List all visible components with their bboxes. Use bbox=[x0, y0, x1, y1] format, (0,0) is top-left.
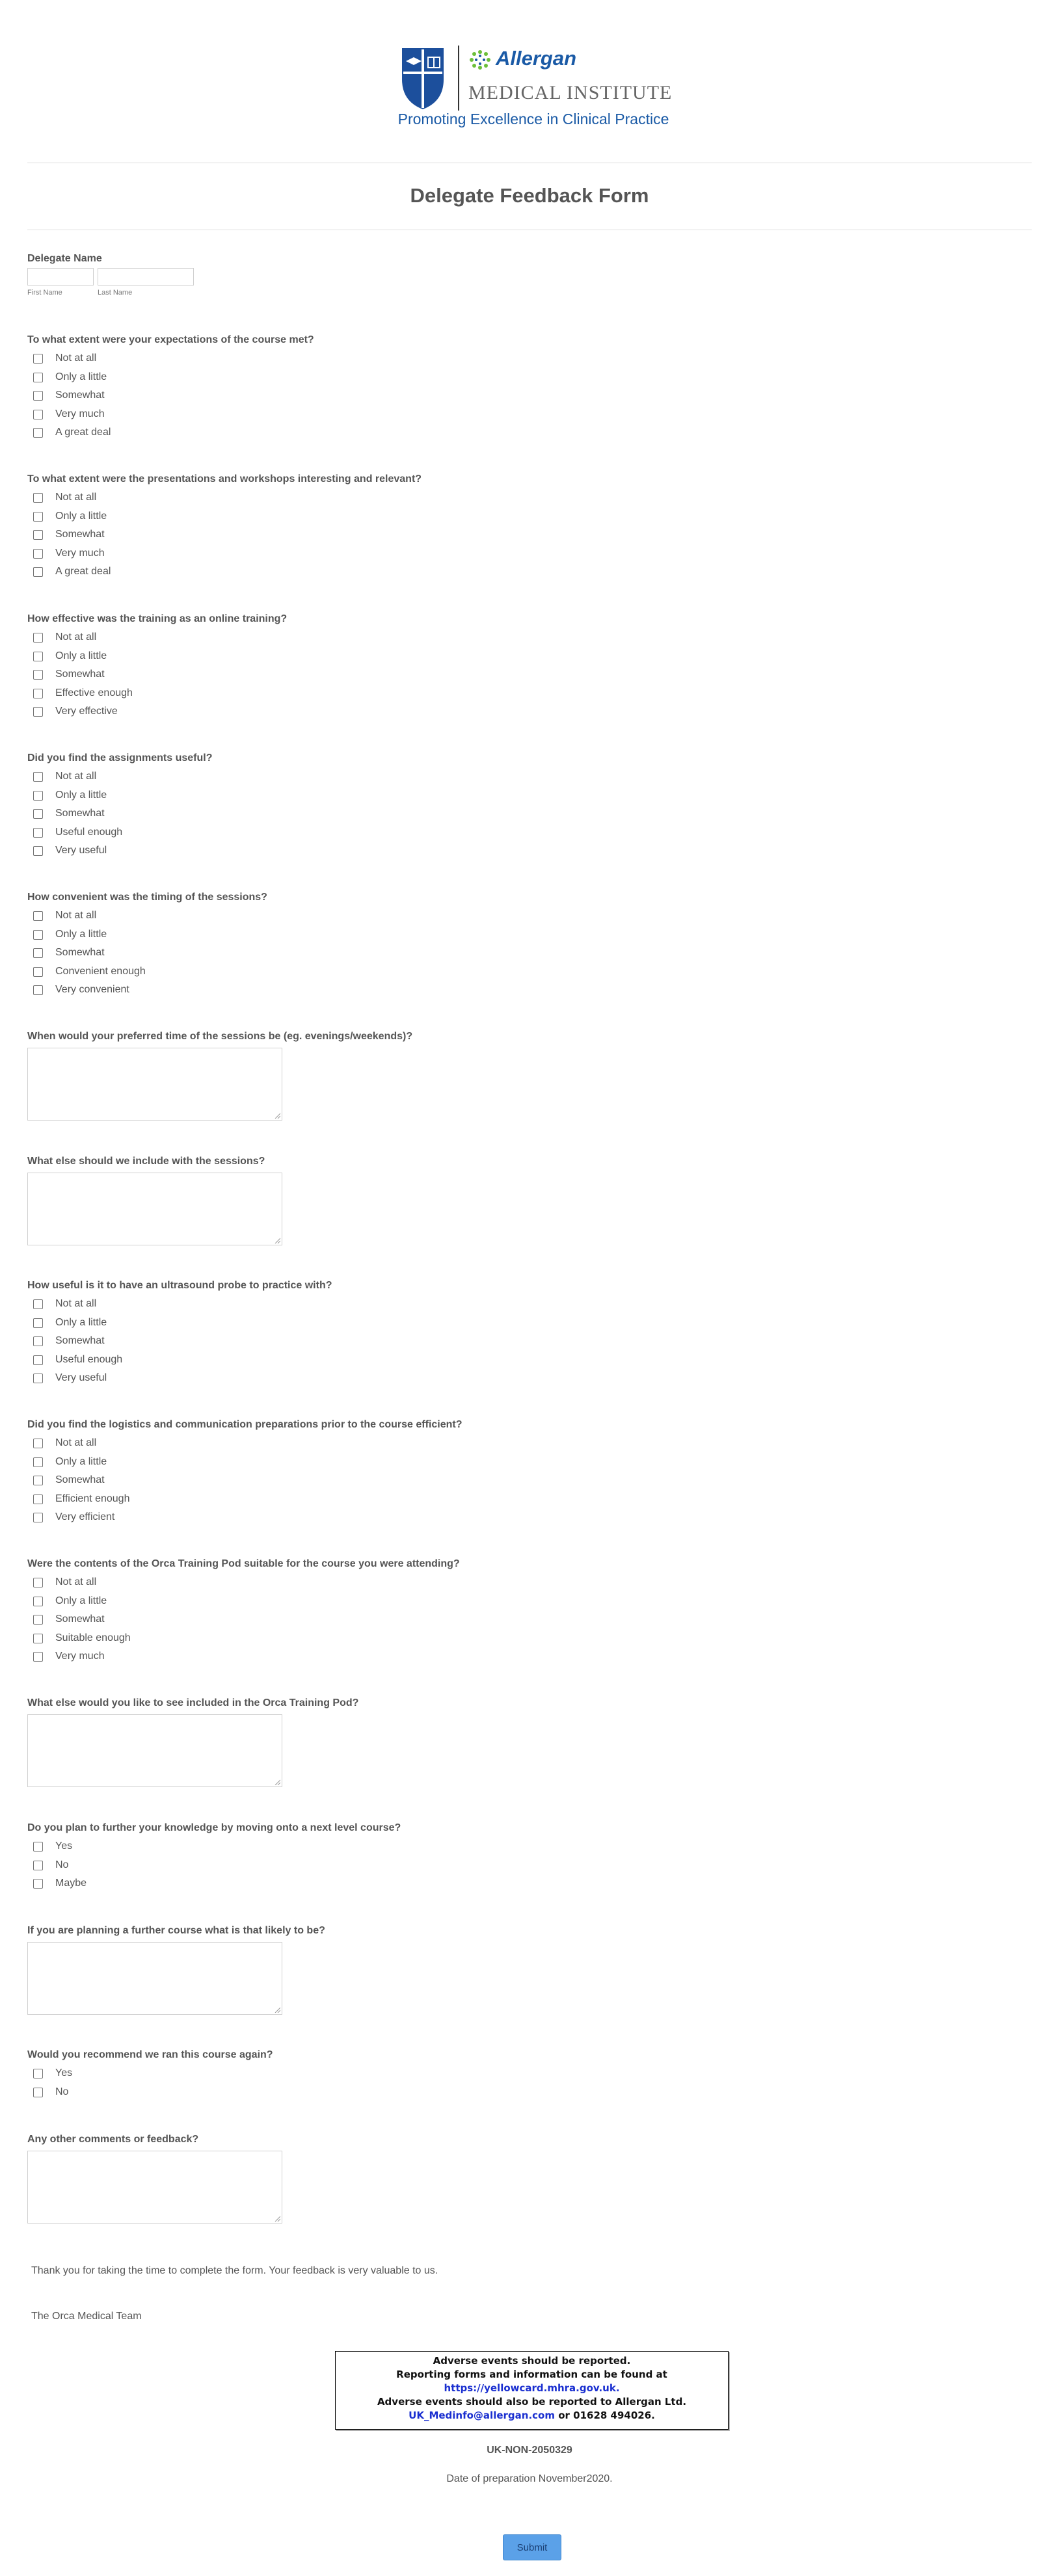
checkbox[interactable] bbox=[33, 2069, 43, 2078]
q3-option[interactable]: Not at all bbox=[33, 631, 96, 644]
q10-option[interactable]: Somewhat bbox=[33, 1613, 105, 1626]
resize-grip-icon[interactable] bbox=[275, 1238, 280, 1243]
q4-option[interactable]: Only a little bbox=[33, 789, 107, 802]
checkbox[interactable] bbox=[33, 530, 43, 540]
q4-option[interactable]: Somewhat bbox=[33, 807, 105, 820]
checkbox[interactable] bbox=[33, 1374, 43, 1383]
question-14-label: Would you recommend we ran this course again? bbox=[27, 2049, 273, 2060]
checkbox[interactable] bbox=[33, 1318, 43, 1328]
q8-option[interactable]: Very useful bbox=[33, 1372, 107, 1385]
checkbox[interactable] bbox=[33, 373, 43, 382]
q5-option[interactable]: Only a little bbox=[33, 928, 107, 941]
adverse-line-1: Adverse events should be reported. bbox=[433, 2355, 631, 2367]
preparation-date: Date of preparation November2020. bbox=[446, 2473, 613, 2484]
adverse-line-2: Reporting forms and information can be found at bbox=[396, 2369, 667, 2380]
q12-option[interactable]: No bbox=[33, 1859, 68, 1872]
question-7-label: What else should we include with the sessions? bbox=[27, 1156, 265, 1167]
yellowcard-link[interactable]: https://yellowcard.mhra.gov.uk. bbox=[444, 2382, 620, 2394]
checkbox[interactable] bbox=[33, 1355, 43, 1365]
adverse-contact-line bbox=[336, 2409, 728, 2423]
q14-option[interactable]: Yes bbox=[33, 2067, 72, 2080]
q10-option[interactable]: Very much bbox=[33, 1650, 105, 1663]
q9-option[interactable]: Efficient enough bbox=[33, 1493, 129, 1506]
checkbox[interactable] bbox=[33, 1336, 43, 1346]
document-code: UK-NON-2050329 bbox=[487, 2445, 572, 2456]
checkbox[interactable] bbox=[33, 493, 43, 503]
q1-option[interactable]: Not at all bbox=[33, 352, 96, 365]
q9-option[interactable]: Somewhat bbox=[33, 1474, 105, 1487]
q5-option[interactable]: Not at all bbox=[33, 909, 96, 922]
question-8-label: How useful is it to have an ultrasound probe to practice with? bbox=[27, 1280, 332, 1291]
checkbox[interactable] bbox=[33, 707, 43, 717]
checkbox[interactable] bbox=[33, 911, 43, 921]
adverse-events-notice bbox=[335, 2351, 729, 2430]
checkbox[interactable] bbox=[33, 567, 43, 577]
q5-option[interactable]: Somewhat bbox=[33, 946, 105, 959]
question-5-label: How convenient was the timing of the sessions? bbox=[27, 892, 267, 903]
q8-option[interactable]: Not at all bbox=[33, 1297, 96, 1310]
q9-option[interactable]: Only a little bbox=[33, 1455, 107, 1468]
delegate-name-label: Delegate Name bbox=[27, 253, 102, 264]
checkbox[interactable] bbox=[33, 967, 43, 977]
last-name-sublabel: Last Name bbox=[98, 289, 133, 297]
q1-option[interactable]: A great deal bbox=[33, 426, 111, 439]
q1-option[interactable]: Somewhat bbox=[33, 389, 105, 402]
q12-option[interactable]: Yes bbox=[33, 1840, 72, 1853]
logo-tagline: Promoting Excellence in Clinical Practice bbox=[397, 111, 669, 127]
q8-option[interactable]: Only a little bbox=[33, 1316, 107, 1329]
q4-option[interactable]: Useful enough bbox=[33, 826, 122, 839]
q2-option[interactable]: Very much bbox=[33, 547, 105, 560]
checkbox[interactable] bbox=[33, 1476, 43, 1485]
question-3-label: How effective was the training as an online training? bbox=[27, 613, 288, 624]
q10-option[interactable]: Suitable enough bbox=[33, 1632, 131, 1645]
adverse-phone: or 01628 494026. bbox=[554, 2410, 655, 2421]
checkbox[interactable] bbox=[33, 2088, 43, 2097]
checkbox[interactable] bbox=[33, 512, 43, 522]
checkbox[interactable] bbox=[33, 846, 43, 856]
question-6-label: When would your preferred time of the sessions be (eg. evenings/weekends)? bbox=[27, 1031, 413, 1042]
checkbox[interactable] bbox=[33, 1842, 43, 1852]
q5-option[interactable]: Convenient enough bbox=[33, 965, 146, 978]
checkbox[interactable] bbox=[33, 689, 43, 698]
resize-grip-icon[interactable] bbox=[275, 1113, 280, 1119]
thank-you-text: Thank you for taking the time to complete the form. Your feedback is very valuable to us. bbox=[31, 2265, 438, 2276]
question-11-label: What else would you like to see included in the Orca Training Pod? bbox=[27, 1697, 359, 1708]
checkbox[interactable] bbox=[33, 1634, 43, 1643]
checkbox[interactable] bbox=[33, 354, 43, 364]
resize-grip-icon[interactable] bbox=[275, 2216, 280, 2222]
question-2-label: To what extent were the presentations and workshops interesting and relevant? bbox=[27, 473, 422, 485]
q9-option[interactable]: Not at all bbox=[33, 1437, 96, 1450]
institute-name: MEDICAL INSTITUTE bbox=[468, 82, 673, 103]
checkbox[interactable] bbox=[33, 1578, 43, 1587]
q4-option[interactable]: Not at all bbox=[33, 770, 96, 783]
checkbox[interactable] bbox=[33, 828, 43, 838]
q12-option[interactable]: Maybe bbox=[33, 1877, 87, 1890]
brand-name: Allergan bbox=[496, 47, 577, 70]
q3-option[interactable]: Only a little bbox=[33, 650, 107, 663]
q2-option[interactable]: A great deal bbox=[33, 565, 111, 578]
comments-textarea[interactable] bbox=[27, 2151, 282, 2224]
checkbox[interactable] bbox=[33, 948, 43, 958]
checkbox[interactable] bbox=[33, 772, 43, 782]
last-name-input[interactable] bbox=[98, 268, 194, 285]
first-name-input[interactable] bbox=[27, 268, 94, 285]
q3-option[interactable]: Effective enough bbox=[33, 687, 133, 700]
medinfo-email-link[interactable]: UK_Medinfo@allergan.com bbox=[409, 2410, 555, 2421]
q10-option[interactable]: Only a little bbox=[33, 1595, 107, 1608]
checkbox[interactable] bbox=[33, 1615, 43, 1625]
checkbox[interactable] bbox=[33, 1879, 43, 1889]
first-name-sublabel: First Name bbox=[27, 289, 62, 297]
resize-grip-icon[interactable] bbox=[275, 2007, 280, 2013]
training-pod-textarea[interactable] bbox=[27, 1714, 282, 1787]
checkbox[interactable] bbox=[33, 1439, 43, 1448]
checkbox[interactable] bbox=[33, 1494, 43, 1504]
checkbox[interactable] bbox=[33, 1457, 43, 1467]
checkbox[interactable] bbox=[33, 410, 43, 419]
q1-option[interactable]: Only a little bbox=[33, 371, 107, 384]
allergan-medical-institute-logo bbox=[397, 46, 673, 130]
q4-option[interactable]: Very useful bbox=[33, 844, 107, 857]
q1-option[interactable]: Very much bbox=[33, 408, 105, 421]
q10-option[interactable]: Not at all bbox=[33, 1576, 96, 1589]
form-title: Delegate Feedback Form bbox=[410, 184, 649, 207]
question-15-label: Any other comments or feedback? bbox=[27, 2134, 199, 2145]
checkbox[interactable] bbox=[33, 985, 43, 995]
question-9-label: Did you find the logistics and communication preparations prior to the course efficient? bbox=[27, 1419, 462, 1430]
question-4-label: Did you find the assignments useful? bbox=[27, 752, 213, 764]
q3-option[interactable]: Very effective bbox=[33, 705, 118, 718]
checkbox[interactable] bbox=[33, 809, 43, 819]
q8-option[interactable]: Somewhat bbox=[33, 1334, 105, 1348]
q8-option[interactable]: Useful enough bbox=[33, 1353, 122, 1366]
signoff-text: The Orca Medical Team bbox=[31, 2311, 142, 2322]
checkbox[interactable] bbox=[33, 428, 43, 438]
checkbox[interactable] bbox=[33, 391, 43, 401]
q2-option[interactable]: Only a little bbox=[33, 510, 107, 523]
checkbox[interactable] bbox=[33, 670, 43, 680]
q3-option[interactable]: Somewhat bbox=[33, 668, 105, 681]
checkbox[interactable] bbox=[33, 1299, 43, 1309]
resize-grip-icon[interactable] bbox=[275, 1779, 280, 1785]
checkbox[interactable] bbox=[33, 1597, 43, 1606]
checkbox[interactable] bbox=[33, 1861, 43, 1870]
submit-button[interactable]: Submit bbox=[503, 2534, 561, 2560]
checkbox[interactable] bbox=[33, 652, 43, 661]
further-course-textarea[interactable] bbox=[27, 1942, 282, 2015]
question-1-label: To what extent were your expectations of the course met? bbox=[27, 334, 314, 345]
checkbox[interactable] bbox=[33, 1513, 43, 1522]
preferred-time-textarea[interactable] bbox=[27, 1048, 282, 1121]
q14-option[interactable]: No bbox=[33, 2086, 68, 2099]
q5-option[interactable]: Very convenient bbox=[33, 983, 129, 996]
include-sessions-textarea[interactable] bbox=[27, 1173, 282, 1245]
q2-option[interactable]: Somewhat bbox=[33, 528, 105, 541]
checkbox[interactable] bbox=[33, 930, 43, 940]
checkbox[interactable] bbox=[33, 633, 43, 643]
question-10-label: Were the contents of the Orca Training Pod suitable for the course you were attending? bbox=[27, 1558, 460, 1569]
checkbox[interactable] bbox=[33, 791, 43, 801]
question-13-label: If you are planning a further course what is that likely to be? bbox=[27, 1925, 325, 1936]
checkbox[interactable] bbox=[33, 549, 43, 559]
checkbox[interactable] bbox=[33, 1652, 43, 1662]
question-12-label: Do you plan to further your knowledge by moving onto a next level course? bbox=[27, 1822, 401, 1833]
adverse-line-3: Adverse events should also be reported to Allergan Ltd. bbox=[377, 2396, 687, 2408]
q9-option[interactable]: Very efficient bbox=[33, 1511, 114, 1524]
q2-option[interactable]: Not at all bbox=[33, 491, 96, 504]
